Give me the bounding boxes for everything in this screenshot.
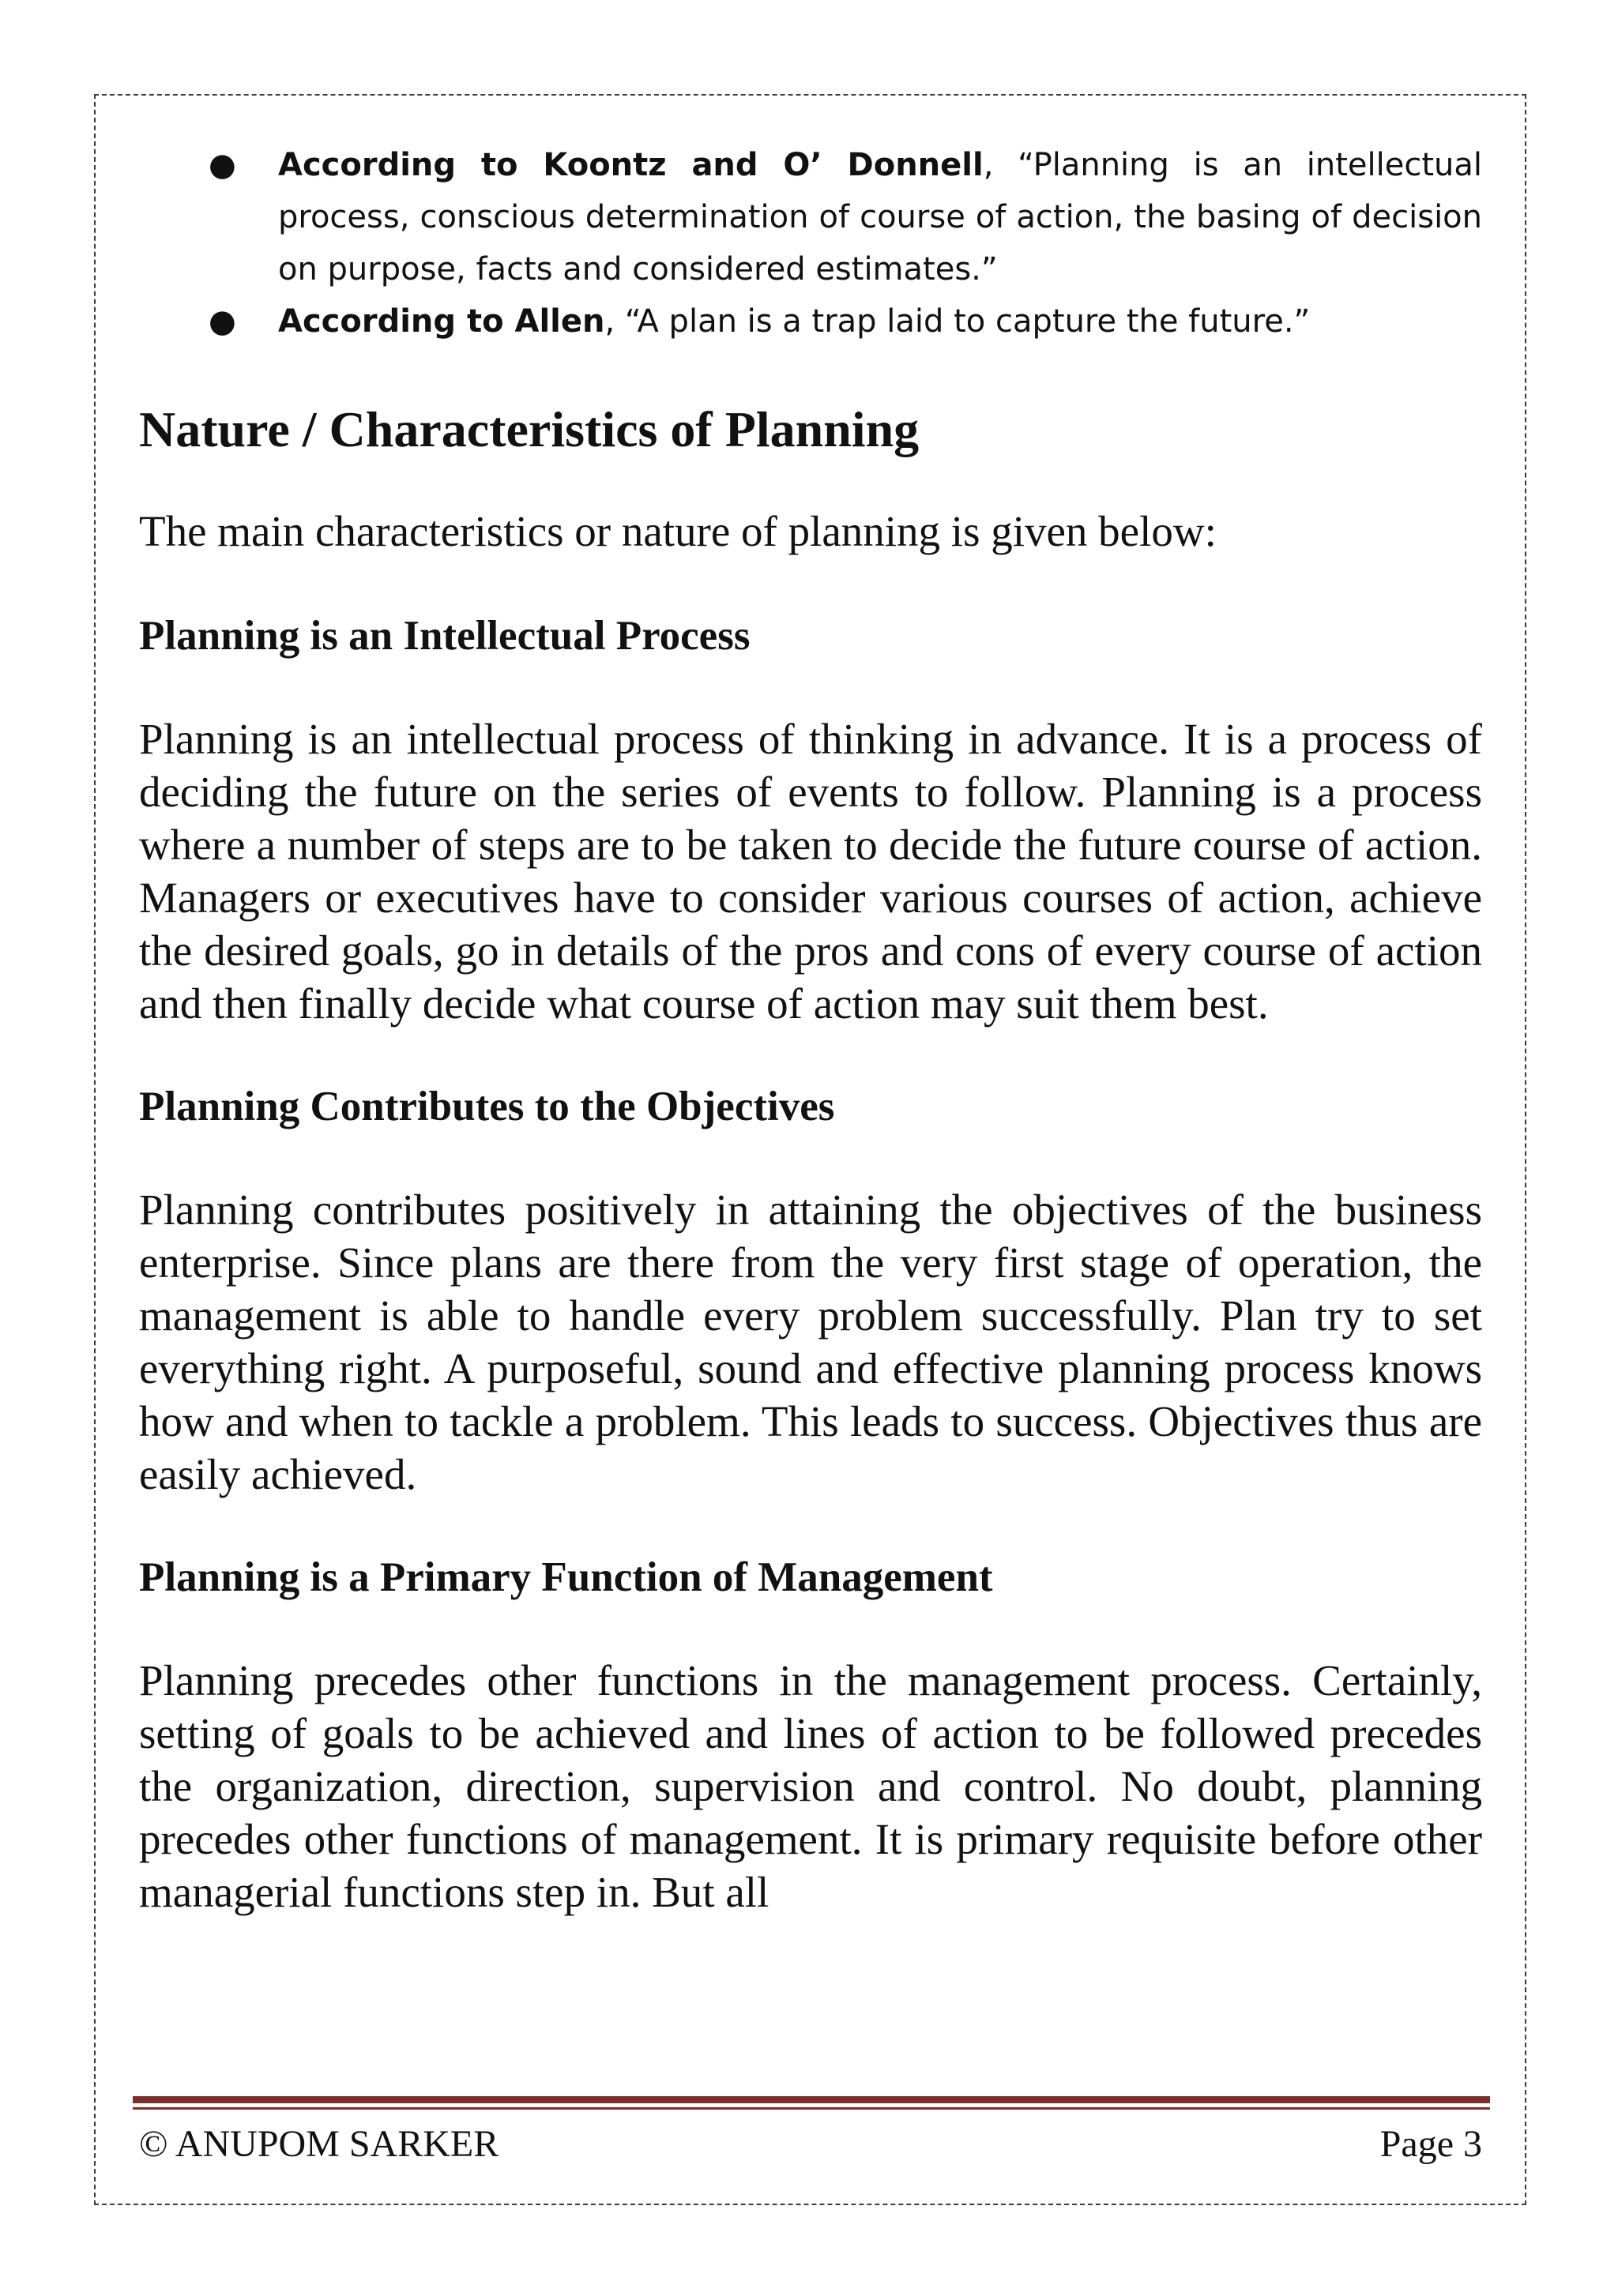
subsection-body: Planning is an intellectual process of thinking in advance. It is a process of deciding the future on the series of events to follow. Planning is a process where a number of steps are to be taken to decide the future course of action. Managers or executives have to consider various courses of action, achieve the desired goals, go in details of the pros and cons of every course of action and then finally decide what course of action may suit them best.	[139, 715, 1482, 1028]
subsection-title: Planning is an Intellectual Process	[139, 613, 751, 659]
subsection-title: Planning Contributes to the Objectives	[139, 1084, 835, 1129]
subsection-body: Planning precedes other functions in the management process. Certainly, setting of goals to be achieved and lines of action to be followed precedes the organization, direction, supervision and control. No doubt, planning precedes other functions of management. It is primary requisite before other managerial functions step in. But all	[139, 1656, 1482, 1916]
definition-quote: , “Planning is an intellectual process, conscious determination of course of action, the basing of decision on purpose, facts and considered estimates.”	[278, 147, 1483, 287]
bullet-icon: ●	[209, 303, 236, 340]
list-item	[139, 295, 1482, 348]
definition-source: According to Allen	[278, 303, 605, 340]
section-intro: The main characteristics or nature of planning is given below:	[139, 507, 1217, 555]
section-title: Nature / Characteristics of Planning	[139, 401, 920, 457]
page-content	[139, 139, 1482, 1918]
footer-author: © ANUPOM SARKER	[139, 2123, 499, 2165]
subsection-title: Planning is a Primary Function of Management	[139, 1554, 993, 1600]
footer-rule-thin	[133, 2107, 1490, 2110]
definition-quote: , “A plan is a trap laid to capture the future.”	[604, 303, 1311, 340]
subsection-body: Planning contributes positively in attaining the objectives of the business enterprise. Since plans are there from the very first stage of operation, the management is able to handle every problem successfully. Plan try to set everything right. A purposeful, sound and effective planning process knows how and when to tackle a problem. This leads to success. Objectives thus are easily achieved.	[139, 1186, 1482, 1498]
definition-list	[139, 139, 1482, 348]
definition-source: According to Koontz and O’ Donnell	[278, 147, 984, 183]
page-footer	[139, 2117, 1482, 2172]
list-item	[139, 139, 1482, 295]
footer-rule	[133, 2096, 1490, 2103]
bullet-icon: ●	[209, 147, 236, 183]
page-number: Page 3	[1379, 2123, 1482, 2165]
